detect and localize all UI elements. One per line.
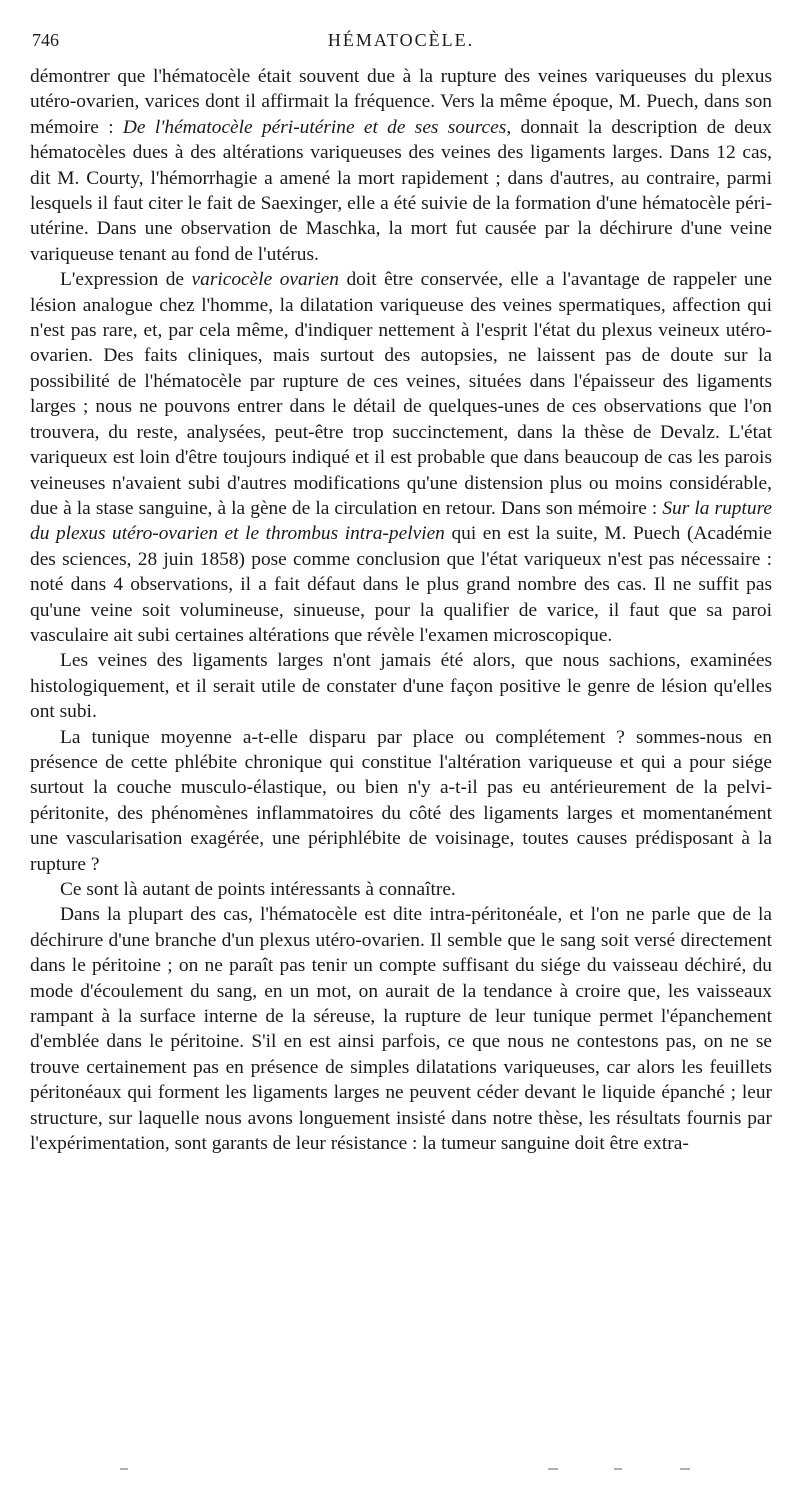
text-run: , donnait la description de deux hématocèles dues à des altérations variqueuses des veines des ligaments larges. Dans 12 cas, dit M. Courty, l'hémorrhagie a amené la mort rapidement ; dans d'autres, au contraire, parmi lesquels il faut citer le fait de Saexinger, elle a été suivie de la formation d'une hématocèle péri-utérine. Dans une observation de Maschka, la mort fut causée par la déchirure d'une veine variqueuse tenant au fond de l'utérus. — [30, 116, 772, 265]
text-run: démontrer que l'hématocèle était souvent due à la rupture des veines variqueuses du plexus utéro-ovarien, varices dont il affirmait la fréquence. Vers la même époque, M. Puech, dans son mémoire : — [30, 66, 772, 138]
scan-mark — [120, 1468, 128, 1470]
paragraph — [30, 877, 772, 902]
running-title: HÉMATOCÈLE. — [327, 30, 475, 50]
text-run: Ce sont là autant de points intéressants à connaître. — [60, 879, 456, 900]
book-page — [30, 28, 772, 1156]
italic-title: varicocèle ovarien — [191, 269, 339, 291]
running-head — [30, 28, 772, 54]
italic-title: De l'hématocèle péri-utérine et de ses sources — [122, 116, 507, 138]
paragraph — [30, 267, 772, 648]
paragraph — [30, 902, 772, 1156]
text-run: Les veines des ligaments larges n'ont jamais été alors, que nous sachions, examinées histologiquement, et il serait utile de constater d'une façon positive le genre de lésion qu'elles ont subi. — [30, 650, 772, 723]
paragraph — [30, 648, 772, 724]
text-run: doit être conservée, elle a l'avantage de rappeler une lésion analogue chez l'homme, la dilatation variqueuse des veines spermatiques, affection qui n'est pas rare, et, par cela même, d'indiquer nettement à l'esprit l'état du plexus veineux utéro-ovarien. Des faits cliniques, mais surtout des autopsies, ne laissent pas de doute sur la possibilité de l'hématocèle par rupture de ces veines, situées dans l'épaisseur des ligaments larges ; nous ne pouvons entrer dans le détail de quelques-unes de ces observations que l'on trouvera, du reste, analysées, peut-être trop succinctement, dans la thèse de Devalz. L'état variqueux est loin d'être toujours indiqué et il est probable que dans beaucoup de cas les parois veineuses n'avaient subi d'autres modifications qu'une distension plus ou moins considérable, due à la stase sanguine, à la gène de la circulation en retour. Dans son mémoire : — [30, 269, 772, 519]
italic-title: Sur la rupture du plexus utéro-ovarien et le thrombus intra-pelvien — [30, 497, 772, 545]
paragraph — [30, 725, 772, 877]
page-number: 746 — [32, 30, 59, 50]
text-run: La tunique moyenne a-t-elle disparu par place ou complétement ? sommes-nous en présence de cette phlébite chronique qui constitue l'altération variqueuse et qui a pour siége surtout la couche musculo-élastique, ou bien n'y a-t-il pas eu antérieurement de la pelvi-péritonite, des phénomènes inflammatoires du côté des ligaments larges et momentanément une vascularisation exagérée, une périphlébite de voisinage, toutes causes prédisposant à la rupture ? — [30, 726, 772, 875]
scan-mark — [614, 1468, 622, 1470]
text-run: Dans la plupart des cas, l'hématocèle est dite intra-péritonéale, et l'on ne parle que de la déchirure d'une branche d'un plexus utéro-ovarien. Il semble que le sang soit versé directement dans le péritoine ; on ne paraît pas tenir un compte suffisant du siége du vaisseau déchiré, du mode d'écoulement du sang, en un mot, on aurait de la tendance à croire que, les vaisseaux rampant à la surface interne de la séreuse, la rupture de leur tunique permet l'épanchement d'emblée dans le péritoine. S'il en est ainsi parfois, ce que nous ne contestons pas, on ne se trouve certainement pas en présence de simples dilatations variqueuses, car alors les feuillets péritonéaux qui forment les ligaments larges ne peuvent céder devant le liquide épanché ; leur structure, sur laquelle nous avons longuement insisté dans notre thèse, les résultats fournis par l'expérimentation, sont garants de leur résistance : la tumeur sanguine doit être extra- — [30, 904, 772, 1155]
text-run: qui en est la suite, M. Puech (Académie des sciences, 28 juin 1858) pose comme conclusion que l'état variqueux n'est pas nécessaire : noté dans 4 observations, il a fait défaut dans le plus grand nombre des cas. Il ne suffit pas qu'une veine soit volumineuse, sinueuse, pour la qualifier de varice, il faut que sa paroi vasculaire ait subi certaines altérations que révèle l'examen microscopique. — [30, 523, 772, 646]
scan-mark — [680, 1468, 690, 1470]
scan-mark — [548, 1468, 558, 1470]
body-text — [30, 64, 772, 1156]
text-run: L'expression de — [60, 269, 192, 291]
paragraph — [30, 64, 772, 267]
scan-artifacts — [0, 1462, 800, 1476]
